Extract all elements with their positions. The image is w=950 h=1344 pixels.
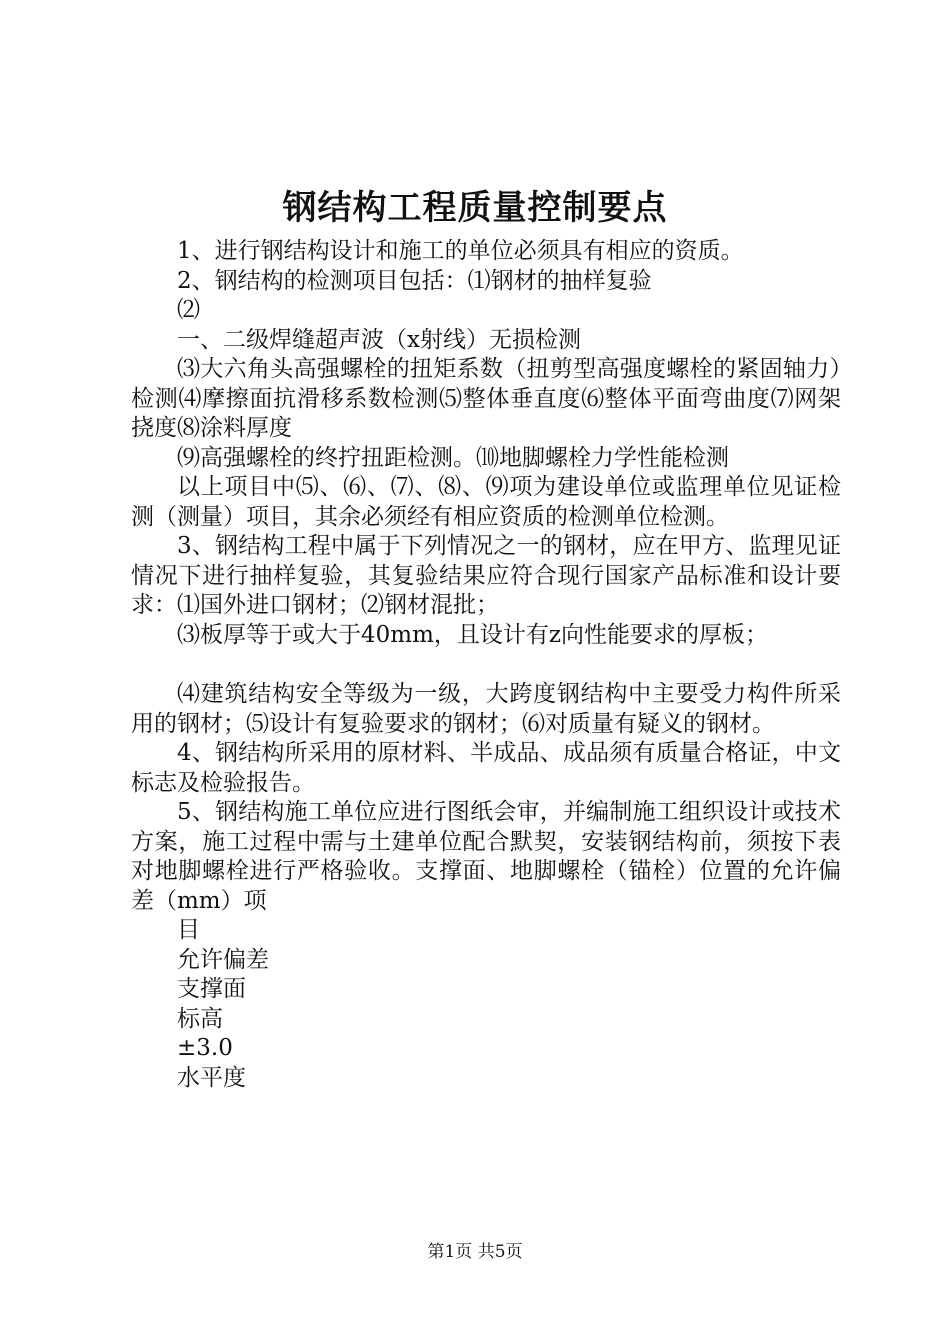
page-footer: 第1页 共5页 [427, 1242, 523, 1262]
paragraph-sampling: 3、钢结构工程中属于下列情况之一的钢材，应在甲方、监理见证情况下进行抽样复验，其复验结果应符合现行国家产品标准和设计要求：⑴国外进口钢材；⑵钢材混批； [131, 533, 841, 618]
paragraph-gap [131, 650, 841, 680]
table-cell: 水平度 [177, 1064, 246, 1091]
document-body [131, 237, 841, 1093]
paragraph-safety-grade: ⑷建筑结构安全等级为一级，大跨度钢结构中主要受力构件所采用的钢材；⑸设计有复验要求的钢材；⑹对质量有疑义的钢材。 [131, 681, 841, 737]
paragraph-drawing-review: 5、钢结构施工单位应进行图纸会审，并编制施工组织设计或技术方案，施工过程中需与土建单位配合默契，安装钢结构前，须按下表对地脚螺栓进行严格验收。支撑面、地脚螺栓（锚栓）位置的允许偏差（mm）项 [131, 799, 841, 914]
table-cell: 标高 [177, 1005, 223, 1032]
table-cell: 支撑面 [177, 976, 246, 1002]
paragraph-weld-testing: 一、二级焊缝超声波（x射线）无损检测 [177, 326, 581, 353]
table-cell: ±3.0 [177, 1035, 233, 1061]
paragraph-thick-plate: ⑶板厚等于或大于40mm，且设计有z向性能要求的厚板； [177, 621, 769, 648]
paragraph-test-items: 2、钢结构的检测项目包括：⑴钢材的抽样复验 [177, 267, 652, 294]
paragraph-witness-testing: 以上项目中⑸、⑹、⑺、⑻、⑼项为建设单位或监理单位见证检测（测量）项目，其余必须经有相应资质的检测单位检测。 [131, 474, 841, 530]
paragraph-certificates: 4、钢结构所采用的原材料、半成品、成品须有质量合格证，中文标志及检验报告。 [131, 740, 841, 796]
paragraph-final-torque: ⑼高强螺栓的终拧扭距检测。⑽地脚螺栓力学性能检测 [177, 444, 729, 471]
document-title: 钢结构工程质量控制要点 [282, 188, 668, 228]
table-cell: 允许偏差 [177, 946, 269, 973]
paragraph-qualification: 1、进行钢结构设计和施工的单位必须具有相应的资质。 [177, 238, 744, 264]
paragraph-item-2: ⑵ [177, 297, 200, 323]
table-cell: 目 [177, 917, 200, 943]
paragraph-bolt-testing: ⑶大六角头高强螺栓的扭矩系数（扭剪型高强度螺栓的紧固轴力）检测⑷摩擦面抗滑移系数检测⑸整体垂直度⑹整体平面弯曲度⑺网架挠度⑻涂料厚度 [131, 356, 841, 441]
